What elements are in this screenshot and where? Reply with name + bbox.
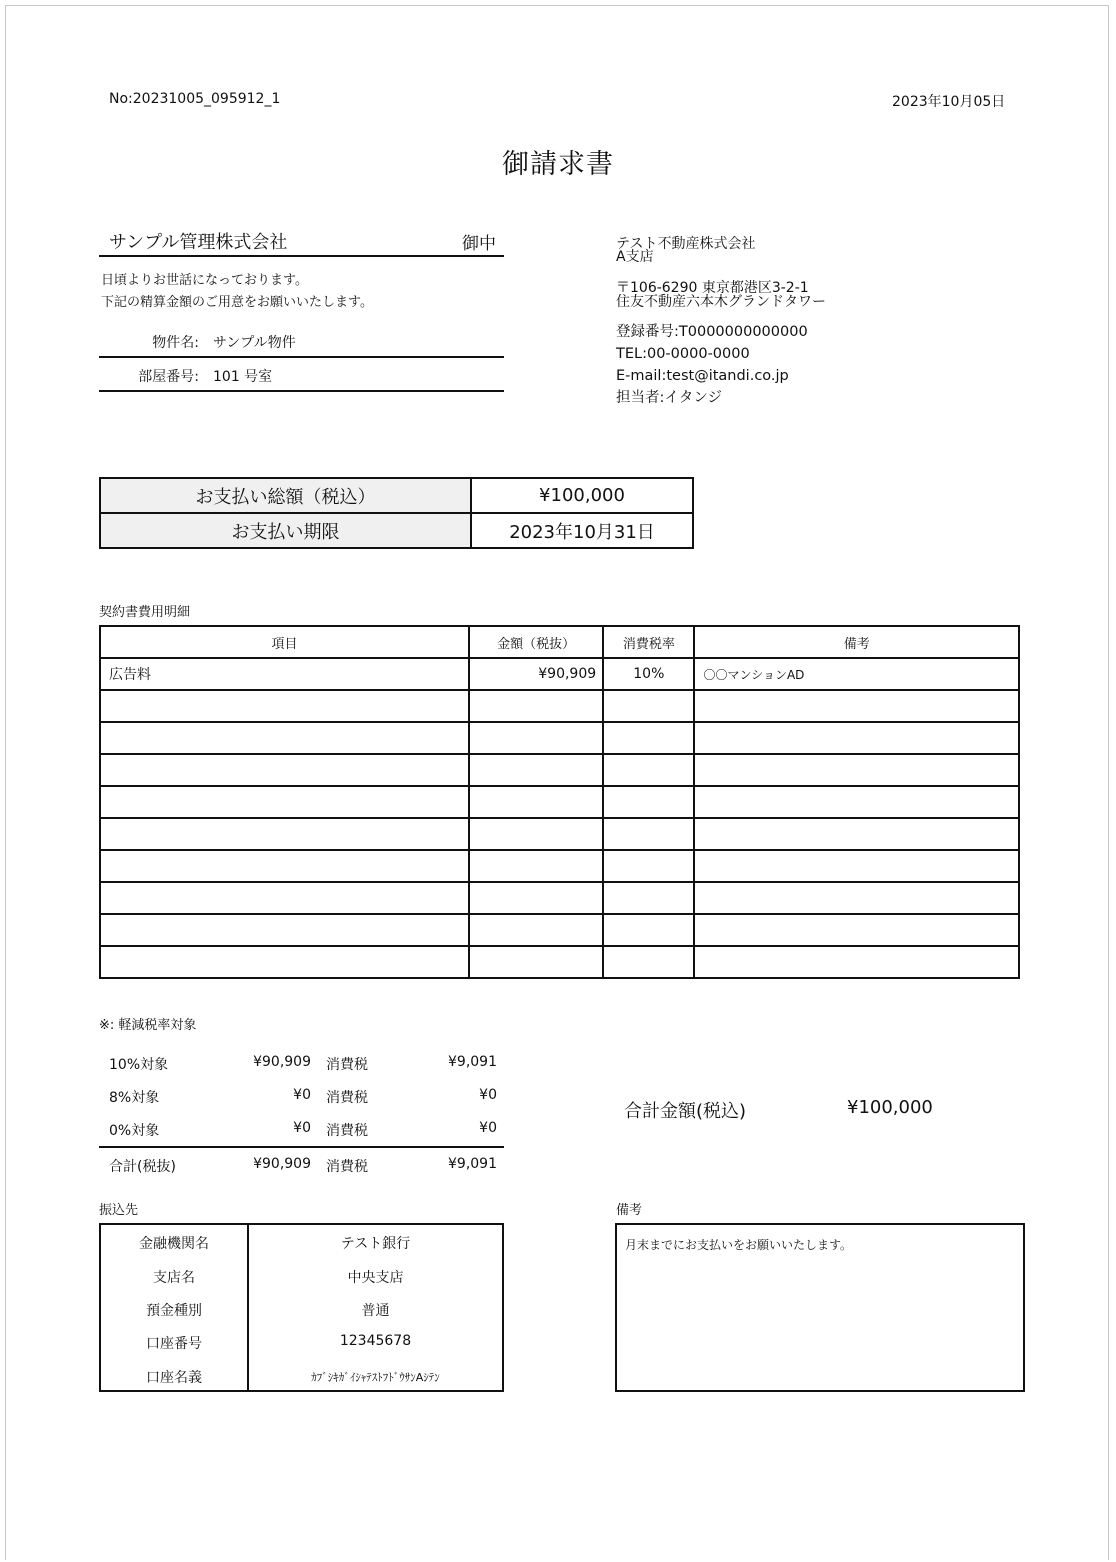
tax-rate-cell (603, 818, 694, 850)
tax-rate-cell (603, 914, 694, 946)
greeting-line: 日頃よりお世話になっております。 (101, 273, 308, 288)
bank-row (101, 1292, 502, 1325)
issuer-building: 住友不動産六本木グランドタワー (616, 294, 826, 310)
tax-row-tax-label: 消費税 (326, 1123, 368, 1139)
tax-row-tax-label: 消費税 (326, 1090, 368, 1106)
bank-section-label: 振込先 (99, 1203, 139, 1218)
tax-row-tax: ¥0 (479, 1087, 497, 1103)
tax-row-amount: ¥90,909 (253, 1054, 311, 1070)
amount-cell (469, 786, 603, 818)
bank-row (101, 1359, 502, 1392)
tax-row (99, 1079, 504, 1112)
property-label: 物件名: (152, 335, 199, 351)
page-title: 御請求書 (502, 149, 614, 180)
tax-row-amount: ¥0 (293, 1120, 311, 1136)
tax-row-tax-label: 消費税 (326, 1057, 368, 1073)
bank-key: 金融機関名 (139, 1236, 209, 1252)
property-value: サンプル物件 (213, 335, 296, 351)
room-label: 部屋番号: (138, 369, 199, 385)
bank-key: 預金種別 (146, 1303, 202, 1319)
item-cell (100, 786, 469, 818)
tax-rate-cell (603, 690, 694, 722)
item-cell (100, 946, 469, 978)
property-row (99, 324, 504, 358)
item-cell (100, 754, 469, 786)
tax-row (99, 1112, 504, 1145)
tax-row-label: 10%対象 (109, 1057, 169, 1073)
greeting-line: 下記の精算金額のご用意をお願いいたします。 (101, 295, 373, 310)
issuer-branch: A支店 (616, 249, 654, 265)
item-cell (100, 882, 469, 914)
detail-table (99, 625, 1020, 979)
bank-row (101, 1325, 502, 1358)
issuer-email: E-mail:test@itandi.co.jp (616, 368, 789, 384)
amount-cell: ¥90,909 (469, 658, 603, 690)
remarks-section-label: 備考 (616, 1203, 643, 1218)
summary-row (100, 478, 693, 513)
issue-date: 2023年10月05日 (892, 94, 1006, 110)
bank-value: ｶﾌﾞｼｷｶﾞｲｼｬﾃｽﾄﾌﾄﾞｳｻﾝAｼﾃﾝ (311, 1371, 440, 1384)
bank-info-box (99, 1223, 504, 1392)
issuer-address: 〒106-6290 東京都港区3-2-1 (616, 280, 809, 296)
bank-row (101, 1225, 502, 1258)
item-cell: 広告料 (100, 658, 469, 690)
bank-row (101, 1259, 502, 1292)
detail-body (100, 658, 1019, 978)
recipient-block (99, 226, 504, 257)
note-cell (694, 754, 1019, 786)
bank-value: 中央支店 (347, 1270, 404, 1286)
table-row (100, 882, 1019, 914)
table-row (100, 786, 1019, 818)
note-cell (694, 946, 1019, 978)
detail-section-label: 契約書費用明細 (99, 605, 191, 620)
amount-cell (469, 850, 603, 882)
tax-rate-cell (603, 754, 694, 786)
tax-row-tax-label: 消費税 (326, 1159, 368, 1175)
note-cell (694, 722, 1019, 754)
amount-cell (469, 946, 603, 978)
column-header: 金額（税抜） (469, 626, 603, 658)
item-cell (100, 818, 469, 850)
recipient-name: サンプル管理株式会社 (109, 232, 288, 253)
item-cell (100, 850, 469, 882)
table-row (100, 722, 1019, 754)
total-value: ¥100,000 (471, 478, 693, 513)
issuer-tel: TEL:00-0000-0000 (616, 346, 750, 362)
note-cell (694, 818, 1019, 850)
tax-rate-cell (603, 882, 694, 914)
table-row (100, 690, 1019, 722)
tax-row-tax: ¥9,091 (448, 1156, 497, 1172)
tax-total-row (99, 1146, 504, 1181)
item-cell (100, 914, 469, 946)
note-cell: 〇〇マンションAD (694, 658, 1019, 690)
issuer-registration: 登録番号:T0000000000000 (616, 324, 808, 340)
total-label: お支払い総額（税込） (100, 478, 471, 513)
tax-row-label: 合計(税抜) (109, 1159, 176, 1175)
room-row (99, 358, 504, 392)
tax-rate-cell (603, 850, 694, 882)
remarks-text: 月末までにお支払いをお願いいたします。 (625, 1238, 853, 1252)
bank-key: 支店名 (153, 1270, 195, 1286)
amount-cell (469, 754, 603, 786)
amount-cell (469, 882, 603, 914)
tax-row-label: 0%対象 (109, 1123, 160, 1139)
bank-key: 口座名義 (146, 1370, 202, 1386)
note-cell (694, 914, 1019, 946)
detail-header-row (100, 626, 1019, 658)
room-value: 101 号室 (213, 369, 273, 385)
tax-row-label: 8%対象 (109, 1090, 160, 1106)
table-row (100, 754, 1019, 786)
due-label: お支払い期限 (100, 513, 471, 548)
issuer-company: テスト不動産株式会社 (616, 236, 756, 252)
tax-rate-cell (603, 786, 694, 818)
note-cell (694, 850, 1019, 882)
tax-rate-cell (603, 946, 694, 978)
note-cell (694, 786, 1019, 818)
note-cell (694, 690, 1019, 722)
amount-cell (469, 690, 603, 722)
payment-summary-table (99, 477, 694, 549)
tax-row-tax: ¥9,091 (448, 1054, 497, 1070)
recipient-honorific: 御中 (462, 234, 496, 254)
tax-row-amount: ¥90,909 (253, 1156, 311, 1172)
item-cell (100, 722, 469, 754)
column-header: 備考 (694, 626, 1019, 658)
tax-row-amount: ¥0 (293, 1087, 311, 1103)
bank-value: 12345678 (339, 1333, 412, 1349)
bank-key: 口座番号 (146, 1336, 202, 1352)
table-row (100, 818, 1019, 850)
amount-cell (469, 722, 603, 754)
grand-total-label: 合計金額(税込) (624, 1101, 747, 1122)
note-cell (694, 882, 1019, 914)
amount-cell (469, 914, 603, 946)
item-cell (100, 690, 469, 722)
table-row (100, 850, 1019, 882)
document-number: No:20231005_095912_1 (109, 91, 281, 107)
summary-row (100, 513, 693, 548)
bank-value: テスト銀行 (340, 1236, 411, 1252)
table-row (100, 914, 1019, 946)
table-row (100, 946, 1019, 978)
tax-rate-cell (603, 722, 694, 754)
reduced-rate-note: ※: 軽減税率対象 (99, 1018, 197, 1033)
column-header: 項目 (100, 626, 469, 658)
table-row (100, 658, 1019, 690)
column-header: 消費税率 (603, 626, 694, 658)
bank-value: 普通 (361, 1303, 390, 1319)
amount-cell (469, 818, 603, 850)
issuer-staff: 担当者:イタンジ (616, 390, 723, 406)
remarks-box (615, 1223, 1025, 1392)
due-value: 2023年10月31日 (471, 513, 693, 548)
tax-row (99, 1046, 504, 1079)
tax-rate-cell: 10% (603, 658, 694, 690)
invoice-page (5, 5, 1109, 1560)
grand-total-value: ¥100,000 (847, 1097, 933, 1118)
tax-row-tax: ¥0 (479, 1120, 497, 1136)
